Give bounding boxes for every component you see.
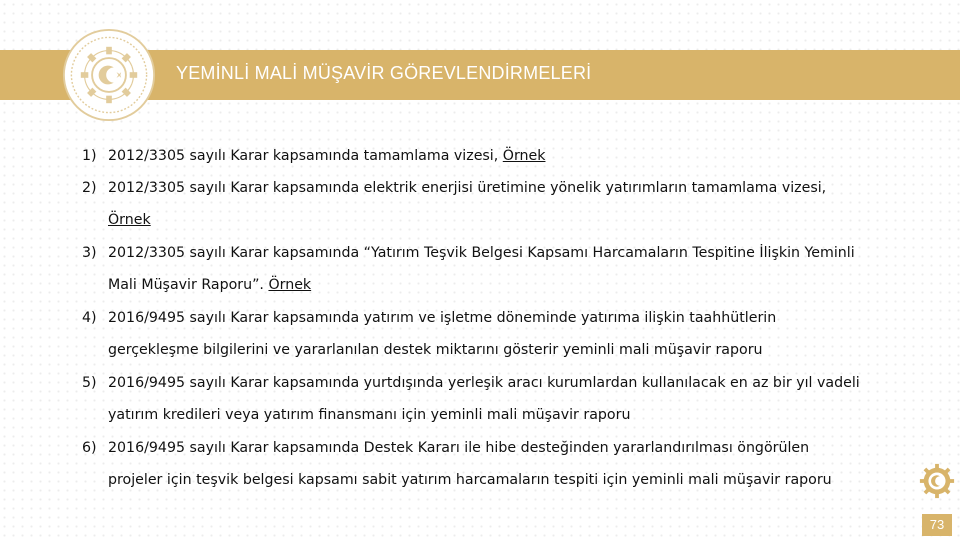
item-text-continued: Mali Müşavir Raporu”. bbox=[108, 277, 269, 293]
list-item bbox=[82, 142, 902, 174]
ornek-link[interactable]: Örnek bbox=[268, 277, 312, 293]
item-number: 6) bbox=[82, 440, 97, 456]
item-number: 4) bbox=[82, 310, 97, 326]
list-item bbox=[82, 369, 902, 434]
ministry-emblem-icon bbox=[62, 28, 156, 122]
item-number: 5) bbox=[82, 375, 97, 391]
item-text: 2012/3305 sayılı Karar kapsamında “Yatırım Teşvik Belgesi Kapsamı Harcamaların Tespitine İlişkin Yeminli bbox=[108, 245, 855, 261]
item-number: 1) bbox=[82, 148, 97, 164]
item-text: 2016/9495 sayılı Karar kapsamında Destek Kararı ile hibe desteğinden yararlandırılması öngörülen bbox=[108, 440, 810, 456]
item-text-continued: yatırım kredileri veya yatırım finansmanı için yeminli mali müşavir raporu bbox=[108, 407, 631, 423]
item-text: 2012/3305 sayılı Karar kapsamında tamamlama vizesi, bbox=[108, 148, 503, 164]
item-text: 2016/9495 sayılı Karar kapsamında yatırım ve işletme döneminde yatırıma ilişkin taahhütlerin bbox=[108, 310, 777, 326]
gear-emblem-icon bbox=[918, 462, 956, 500]
list-item bbox=[82, 304, 902, 369]
list-item bbox=[82, 434, 902, 499]
item-list bbox=[82, 142, 902, 499]
ornek-link[interactable]: Örnek bbox=[108, 212, 151, 228]
list-item bbox=[82, 174, 902, 239]
item-number: 2) bbox=[82, 180, 97, 196]
item-number: 3) bbox=[82, 245, 97, 261]
item-text: 2016/9495 sayılı Karar kapsamında yurtdışında yerleşik aracı kurumlardan kullanılacak en az bir yıl vadeli bbox=[108, 375, 860, 391]
item-text: 2012/3305 sayılı Karar kapsamında elektrik enerjisi üretimine yönelik yatırımların tamamlama vizesi, bbox=[108, 180, 827, 196]
item-text-continued: gerçekleşme bilgilerini ve yararlanılan destek miktarını gösterir yeminli mali müşavir raporu bbox=[108, 342, 763, 358]
list-item bbox=[82, 239, 902, 304]
page-title: YEMİNLİ MALİ MÜŞAVİR GÖREVLENDİRMELERİ bbox=[176, 63, 592, 83]
ornek-link[interactable]: Örnek bbox=[502, 148, 546, 164]
item-text-continued: projeler için teşvik belgesi kapsamı sabit yatırım harcamaların tespiti için yeminli mali müşavir raporu bbox=[108, 472, 832, 488]
page-number: 73 bbox=[922, 514, 952, 536]
